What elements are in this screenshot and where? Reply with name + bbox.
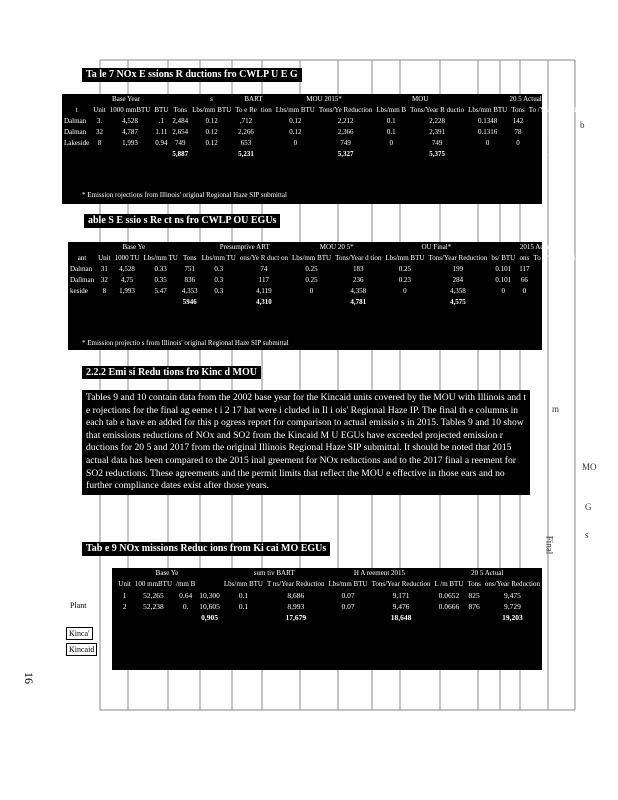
table-cell: 0.12 <box>205 128 218 136</box>
table-cell <box>466 149 509 160</box>
table9 <box>112 568 542 670</box>
table7-col: Lbs/mm BTU <box>275 106 315 114</box>
table8-col: ant <box>77 254 87 262</box>
table9-col: T ns/Year Reduction <box>267 580 325 588</box>
table-cell: 0,905 <box>201 613 219 622</box>
table7-col: tion <box>260 106 272 114</box>
table-cell: 3. <box>96 117 103 125</box>
table-cell: 2,576 <box>548 128 564 136</box>
table7 <box>62 94 584 204</box>
table-cell: 5,327 <box>337 150 354 158</box>
table-cell: 0.35 <box>154 276 167 284</box>
table-cell: 0.1348 <box>478 117 498 125</box>
table-cell: 0.3 <box>214 265 224 273</box>
table-cell: 4,781 <box>350 298 367 306</box>
table-cell: 2,228 <box>429 117 445 125</box>
table-cell: Dalman <box>64 117 87 125</box>
table8-caption: able S E ssio s Re ct ns fro CWLP OU EGUs <box>84 214 280 228</box>
table-cell: 74 <box>260 265 268 273</box>
table-cell: 0 <box>501 287 506 295</box>
table-cell: 0 <box>403 287 407 295</box>
table9-group-actual: 20 5 Actual <box>471 569 504 577</box>
side-letter-b: b <box>580 120 585 130</box>
table-cell <box>517 297 531 308</box>
table-cell: 284 <box>452 276 464 284</box>
table-row <box>68 275 584 286</box>
table8-col: ons/Ye R duct on <box>239 254 288 262</box>
table8-col: Lbs/mm TU <box>201 254 236 262</box>
table-cell: 78 <box>514 128 522 136</box>
section-heading: 2.2.2 Emi si Redu tions fro Kinc d MOU <box>82 366 261 379</box>
table-cell: 31 <box>100 265 108 273</box>
table-cell: 0. <box>182 602 189 611</box>
table9-grid <box>112 568 542 623</box>
table-cell: 4,358 <box>449 287 466 295</box>
table-cell: 8 <box>97 139 102 147</box>
table-row <box>62 138 585 149</box>
table-cell: 0.1316 <box>478 128 498 136</box>
table-cell: Dalman <box>64 128 87 136</box>
table-cell: 2,654 <box>172 128 189 136</box>
table-cell: 0.1 <box>386 117 396 125</box>
table-cell <box>374 149 408 160</box>
table8-group-header-row <box>68 242 584 253</box>
table-cell: 0.12 <box>205 139 218 147</box>
table-cell <box>174 612 197 623</box>
table8-group-mou2015: MOU 20 5* <box>319 243 354 251</box>
table-cell: 0.12 <box>205 117 218 125</box>
table-cell <box>290 297 333 308</box>
table7-group-header-row <box>62 94 585 105</box>
table-cell: 836 <box>184 276 195 284</box>
table-cell <box>327 612 370 623</box>
table-cell: 4,528 <box>119 265 135 273</box>
table9-plant-header: Plant <box>70 601 87 610</box>
table-cell: 4,358 <box>550 287 566 295</box>
table-cell: 66 <box>520 276 528 284</box>
table7-grid <box>62 94 585 160</box>
table-cell: 4,310 <box>256 298 272 306</box>
table-cell: 199 <box>452 265 464 273</box>
table-cell <box>489 297 517 308</box>
table9-group-base-year: Base Ye <box>155 569 179 577</box>
table-cell: 0.0666 <box>438 602 460 611</box>
table-cell: keside <box>70 287 88 295</box>
table8-col: Unit <box>98 254 111 262</box>
table8-group-mou-final: OU Final* <box>421 243 452 251</box>
table7-col: Lbs/mm BTU <box>192 106 232 114</box>
table-cell: 8 <box>102 287 107 295</box>
table-cell: 749 <box>174 139 186 147</box>
table-cell <box>113 297 142 308</box>
table-cell: 2,391 <box>429 128 445 136</box>
table-cell <box>509 149 527 160</box>
table9-col: Lbs/mm BTU <box>328 580 368 588</box>
table-cell <box>108 149 153 160</box>
table9-col: Tons/Year Reduction <box>371 580 431 588</box>
table7-col: Tons/Ye Reduction <box>318 106 373 114</box>
table-cell: 2,266 <box>238 128 254 136</box>
table-cell: 2,342 <box>548 117 564 125</box>
table-cell: 183 <box>352 265 364 273</box>
table7-col: t <box>75 106 78 114</box>
table9-col: ons/Year Reduction <box>484 580 540 588</box>
table-cell: 52,265 <box>143 591 164 600</box>
side-letter-mo: MO <box>582 462 597 472</box>
table-cell: 0 <box>516 139 520 147</box>
table-cell: 4,358 <box>350 287 367 295</box>
side-letter-final: Final <box>544 535 555 555</box>
table-cell: .1 <box>158 117 164 125</box>
table-cell: 1,993 <box>119 287 135 295</box>
side-letter-m: m <box>552 404 560 414</box>
table8-group-actual: 2015 Actual <box>519 243 554 251</box>
table-cell: 5946 <box>182 298 197 306</box>
table-cell: 2 <box>122 602 127 611</box>
table-cell: 4,119 <box>256 287 272 295</box>
table-cell: 5,231 <box>238 150 254 158</box>
table-row <box>62 116 585 127</box>
table-cell: 2,484 <box>172 117 189 125</box>
table9-col: Tons <box>467 580 481 588</box>
table-cell <box>200 297 238 308</box>
table8-col: Lbs/mm BTU <box>291 254 332 262</box>
table-cell: 749 <box>340 139 351 147</box>
table-cell: 10,300 <box>199 591 220 600</box>
table-cell <box>259 138 274 149</box>
table8-col: Tons/Year d tion <box>335 254 382 262</box>
table7-column-header-row <box>62 105 585 116</box>
table-cell: 0.101 <box>495 265 512 273</box>
table-row <box>68 286 584 297</box>
table-cell: 0.1 <box>386 128 396 136</box>
section-paragraph: Tables 9 and 10 contain data from the 2002 base year for the Kincaid units covered by the MOU with Illinois and t e rojections for the final ag eeme t i 2 17 hat were i cluded in Il i ois' Regional Haze IP. The final th e columns in each tab e have en added for this p ogress report for comparison to actual emissio s in 2015. Tables 9 and 10 show that emissions reductions of NOx and SO2 from the Kincaid M U EGUs have exceeded projected emission r ductions for 20 5 and 2017 from the original Illinois Regional Haze SIP submittal. It should be noted that 2015 actual data has been compared to the 2015 inal greement for NOx reductions and to the 2017 final a reement for SO2 reductions. These agreements and the permit limits that reflect the MOU e effective in those ears and no further compliance dates exist after those years. <box>82 390 530 495</box>
table-cell: 0.3 <box>214 287 224 295</box>
table-cell: 636 <box>552 265 564 273</box>
table-cell: 8,993 <box>287 602 305 611</box>
table7-col: BTU <box>154 106 169 114</box>
table-cell <box>383 297 426 308</box>
table-cell: 117 <box>519 265 530 273</box>
table9-plant-kincaid-1: Kinca' <box>66 627 93 640</box>
table8-col: bs/ BTU <box>491 254 516 262</box>
table-cell: 5,887 <box>172 150 189 158</box>
page-number: 16 <box>22 672 36 684</box>
table-cell: 5,666 <box>548 150 564 158</box>
table9-group-bart: sum tiv BART <box>253 569 295 577</box>
table-cell <box>133 612 174 623</box>
table-cell: 4,528 <box>122 117 138 125</box>
table9-col: Lbs/mm BTU <box>223 580 263 588</box>
table9-total-row <box>112 612 542 623</box>
table-cell: 0.25 <box>398 265 411 273</box>
table-cell: 0 <box>309 287 314 295</box>
table9-col: /mm B <box>176 580 196 588</box>
table8-col: 1000 TU <box>114 254 140 262</box>
table7-col: Tons <box>511 106 525 114</box>
table-cell: 10,605 <box>199 602 220 611</box>
table7-group-bart: BART <box>244 95 263 103</box>
table-cell: 0.64 <box>179 591 193 600</box>
table9-col: 100 mmBTU <box>134 580 173 588</box>
table-cell: 0.101 <box>495 276 512 284</box>
table-cell: 9,171 <box>392 591 410 600</box>
table-cell: 32 <box>95 128 103 136</box>
table9-plant-kincaid-2: Kincaid <box>66 643 97 656</box>
table-cell: 0.07 <box>341 591 355 600</box>
table-cell: 0 <box>485 139 490 147</box>
table-cell: 825 <box>468 591 480 600</box>
table-cell: 4,787 <box>122 128 138 136</box>
table-row <box>62 127 585 138</box>
table-cell: 749 <box>550 139 562 147</box>
table-cell: 142 <box>512 117 524 125</box>
table-cell: 0.1 <box>238 602 249 611</box>
table-cell: 0.1 <box>238 591 249 600</box>
table8-col: Tons <box>182 254 197 262</box>
table-cell <box>190 149 233 160</box>
table8-col: Tons/Year Reduction <box>428 254 488 262</box>
table-cell <box>432 612 465 623</box>
table-cell: 749 <box>431 139 443 147</box>
table-cell: 751 <box>184 265 195 273</box>
table-cell: 9,475 <box>504 591 521 600</box>
table8-total-row <box>68 297 584 308</box>
table-cell <box>259 149 274 160</box>
table7-col: Unit <box>93 106 106 114</box>
table-cell: 0 <box>389 139 393 147</box>
table-cell <box>259 127 274 138</box>
table-cell: Dallman <box>70 276 95 284</box>
table7-footnote: * Emission rojections from Illinois' original Regional Haze SIP submittal <box>82 191 287 199</box>
table7-group-s: s <box>210 95 214 103</box>
table-cell: 876 <box>468 602 480 611</box>
table7-col: Lbs/mm B <box>376 106 407 114</box>
table9-col: L /m BTU <box>434 580 464 588</box>
table-cell: 9,476 <box>392 602 410 611</box>
table-cell: 1.11 <box>155 128 168 136</box>
table-cell: 2,212 <box>337 117 354 125</box>
table-cell <box>91 149 107 160</box>
table-cell: 0.25 <box>305 265 318 273</box>
table-cell <box>465 612 483 623</box>
table-cell: 236 <box>352 276 364 284</box>
table-cell: 4,575 <box>449 298 466 306</box>
table7-group-mou: MOU <box>412 95 429 103</box>
table7-col: To /Year Reduction <box>528 106 584 114</box>
table8-col: Lbs/mm TU <box>143 254 178 262</box>
table-cell: 9,729 <box>504 602 521 611</box>
table-cell <box>152 149 170 160</box>
table-cell: 77 <box>554 276 562 284</box>
table9-group-agreement: H A reement 2015 <box>353 569 406 577</box>
table-cell: 19,203 <box>502 613 523 622</box>
table-cell: 32 <box>100 276 108 284</box>
table8-col: To /Ye Reduction <box>533 254 583 262</box>
table9-col: Unit <box>118 580 131 588</box>
table-cell: 1,993 <box>122 139 138 147</box>
table-cell: 0.07 <box>341 602 355 611</box>
side-letter-s: s <box>585 530 589 540</box>
table-cell: 5.7 8 <box>550 298 565 306</box>
table-cell: 0.25 <box>305 276 318 284</box>
table-cell: 0 <box>293 139 298 147</box>
table-cell: 5,375 <box>429 150 445 158</box>
table-cell <box>62 149 91 160</box>
table7-group-mou2015: MOU 2015* <box>306 95 342 103</box>
table9-column-header-row <box>112 579 542 590</box>
table-cell: 0.23 <box>398 276 411 284</box>
side-letter-g: G <box>585 502 592 512</box>
table9-group-header-row <box>112 568 542 579</box>
table7-group-actual: 20 5 Actual <box>509 95 542 103</box>
table7-col: 1000 mmBTU <box>109 106 151 114</box>
table-cell: 0.33 <box>154 265 167 273</box>
table-cell: 2,366 <box>337 128 354 136</box>
table-cell: Lakeside <box>64 139 90 147</box>
table8-footnote: * Emission projectio s from Illinois' original Regional Haze SIP submittal <box>82 339 289 347</box>
table-cell: 0.12 <box>289 117 302 125</box>
table-cell <box>142 297 180 308</box>
table8-grid <box>68 242 584 308</box>
table8-group-base-year: Base Ye <box>122 243 146 251</box>
table-cell <box>68 297 96 308</box>
table-row <box>112 590 542 601</box>
table-cell: Dalman <box>70 265 93 273</box>
table-cell <box>96 297 112 308</box>
table7-col: Tons/Year R ductio <box>410 106 465 114</box>
table-cell: 8,686 <box>287 591 305 600</box>
table-cell: 117 <box>258 276 270 284</box>
table-cell: 0.94 <box>155 139 168 147</box>
table-cell: 653 <box>240 139 252 147</box>
table8-col: ons <box>519 254 530 262</box>
table9-caption: Tab e 9 NOx missions Reduc ions from Ki cai MO EGUs <box>82 542 330 556</box>
table-cell: 4,353 <box>181 287 198 295</box>
table-cell: 18,648 <box>390 613 412 622</box>
table-cell <box>274 149 317 160</box>
table8 <box>68 242 583 350</box>
table-cell: 0.0652 <box>438 591 460 600</box>
table-cell: 0.3 <box>214 276 224 284</box>
table7-group-base-year: Base Year <box>112 95 141 103</box>
table9-col <box>197 579 222 590</box>
table-cell: 17,679 <box>285 613 307 622</box>
table8-col: Lbs/mm BTU <box>385 254 425 262</box>
table-cell: 4,75 <box>120 276 134 284</box>
table-cell: 0.12 <box>289 128 302 136</box>
table-cell <box>259 116 274 127</box>
table-row <box>112 601 542 612</box>
table7-col: Lbs/mm BTU <box>468 106 508 114</box>
table7-caption: Ta le 7 NOx E ssions R ductions fro CWLP U E G <box>82 68 302 82</box>
table7-total-row <box>62 149 585 160</box>
table-cell <box>222 612 265 623</box>
table7-col: Tons <box>173 106 187 114</box>
table-row <box>68 264 584 275</box>
table8-group-presumptive: Presumptive ART <box>219 243 270 251</box>
table-cell: 5.47 <box>154 287 167 295</box>
table7-col: To e Re <box>235 106 257 114</box>
table-cell <box>116 612 132 623</box>
table-cell: 52,238 <box>143 602 164 611</box>
table8-column-header-row <box>68 253 584 264</box>
table-cell: 0 <box>522 287 527 295</box>
table-cell: ,712 <box>239 117 253 125</box>
table-cell: 1 <box>122 591 127 600</box>
